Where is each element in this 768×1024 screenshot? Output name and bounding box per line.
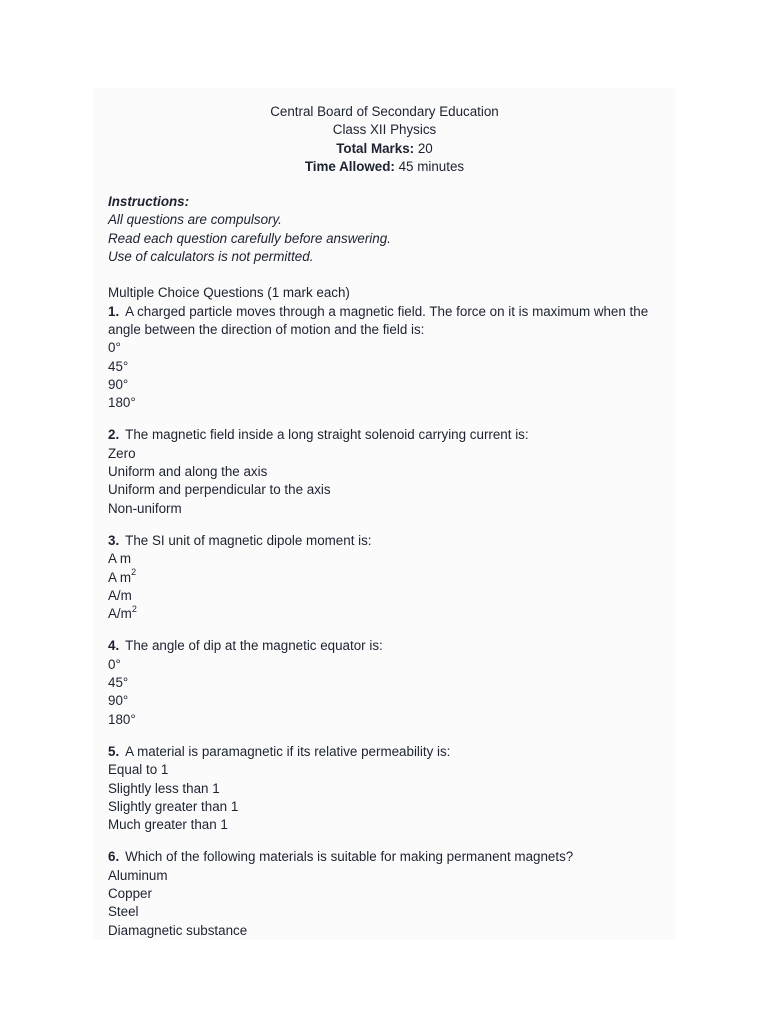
board-name: Central Board of Secondary Education xyxy=(270,104,499,119)
question-3 xyxy=(108,532,663,623)
answer-option: Steel xyxy=(108,904,139,920)
answer-option: 180° xyxy=(108,395,136,411)
answer-option: Equal to 1 xyxy=(108,762,169,778)
answer-option: Aluminum xyxy=(108,867,168,883)
answer-option: Non-uniform xyxy=(108,500,182,516)
answer-option xyxy=(108,605,663,623)
question-4 xyxy=(108,637,663,728)
question-5 xyxy=(108,743,663,834)
total-marks xyxy=(108,140,661,158)
answer-option: Copper xyxy=(108,885,152,901)
answer-option xyxy=(108,569,663,587)
option-superscript: 2 xyxy=(131,603,137,614)
question-6 xyxy=(108,848,663,939)
answer-option xyxy=(108,550,663,568)
option-base: A m xyxy=(108,569,132,585)
question-text: The magnetic field inside a long straight solenoid carrying current is: xyxy=(125,427,529,443)
answer-option: Much greater than 1 xyxy=(108,817,228,833)
option-superscript: 2 xyxy=(131,567,137,578)
answer-option: Zero xyxy=(108,445,136,461)
question-number: 6. xyxy=(108,849,120,865)
time-allowed-label: Time Allowed: xyxy=(304,158,395,174)
answer-option: 0° xyxy=(108,656,121,672)
question-stem xyxy=(108,426,663,444)
answer-option: 90° xyxy=(108,376,129,392)
class-subject: Class XII Physics xyxy=(332,122,437,138)
answer-option: 45° xyxy=(108,358,129,374)
question-text: Which of the following materials is suitable for making permanent magnets? xyxy=(125,849,574,865)
instructions-title: Instructions: xyxy=(108,194,190,210)
question-text: A charged particle moves through a magnetic field. The force on it is maximum when the angle between the direction of motion and the field is: xyxy=(108,303,649,337)
total-marks-value: 20 xyxy=(414,140,433,156)
answer-option: Diamagnetic substance xyxy=(108,922,248,938)
question-2 xyxy=(108,426,663,517)
question-1 xyxy=(108,303,663,413)
option-base: A m xyxy=(108,551,132,567)
exam-header xyxy=(108,103,661,176)
question-number: 5. xyxy=(108,743,120,759)
instruction-line: All questions are compulsory. xyxy=(108,212,282,228)
question-text: The SI unit of magnetic dipole moment is: xyxy=(125,532,372,548)
answer-option: 0° xyxy=(108,340,121,356)
question-stem xyxy=(108,848,663,866)
option-base: A/m xyxy=(108,606,132,622)
time-allowed xyxy=(108,158,661,176)
answer-option: Slightly greater than 1 xyxy=(108,798,239,814)
instructions-block xyxy=(108,193,676,266)
question-stem xyxy=(108,303,663,340)
answer-option xyxy=(108,587,663,605)
section-title: Multiple Choice Questions (1 mark each) xyxy=(108,285,350,301)
question-text: The angle of dip at the magnetic equator is: xyxy=(125,638,383,654)
question-number: 1. xyxy=(108,303,120,319)
answer-option: 180° xyxy=(108,711,136,727)
answer-option: Uniform and perpendicular to the axis xyxy=(108,482,331,498)
question-number: 3. xyxy=(108,532,120,548)
question-text: A material is paramagnetic if its relative permeability is: xyxy=(125,743,451,759)
time-allowed-value: 45 minutes xyxy=(394,158,465,174)
answer-option: 90° xyxy=(108,693,129,709)
answer-option: Slightly less than 1 xyxy=(108,780,220,796)
question-number: 4. xyxy=(108,638,120,654)
question-stem xyxy=(108,532,663,550)
question-stem xyxy=(108,743,663,761)
answer-option: Uniform and along the axis xyxy=(108,464,268,480)
option-base: A/m xyxy=(108,587,132,603)
answer-option: 45° xyxy=(108,675,129,691)
total-marks-label: Total Marks: xyxy=(336,140,415,156)
exam-page xyxy=(93,88,676,940)
instruction-line: Use of calculators is not permitted. xyxy=(108,249,314,265)
question-list xyxy=(108,303,676,940)
instruction-line: Read each question carefully before answering. xyxy=(108,230,391,246)
question-stem xyxy=(108,637,663,655)
question-number: 2. xyxy=(108,427,120,443)
